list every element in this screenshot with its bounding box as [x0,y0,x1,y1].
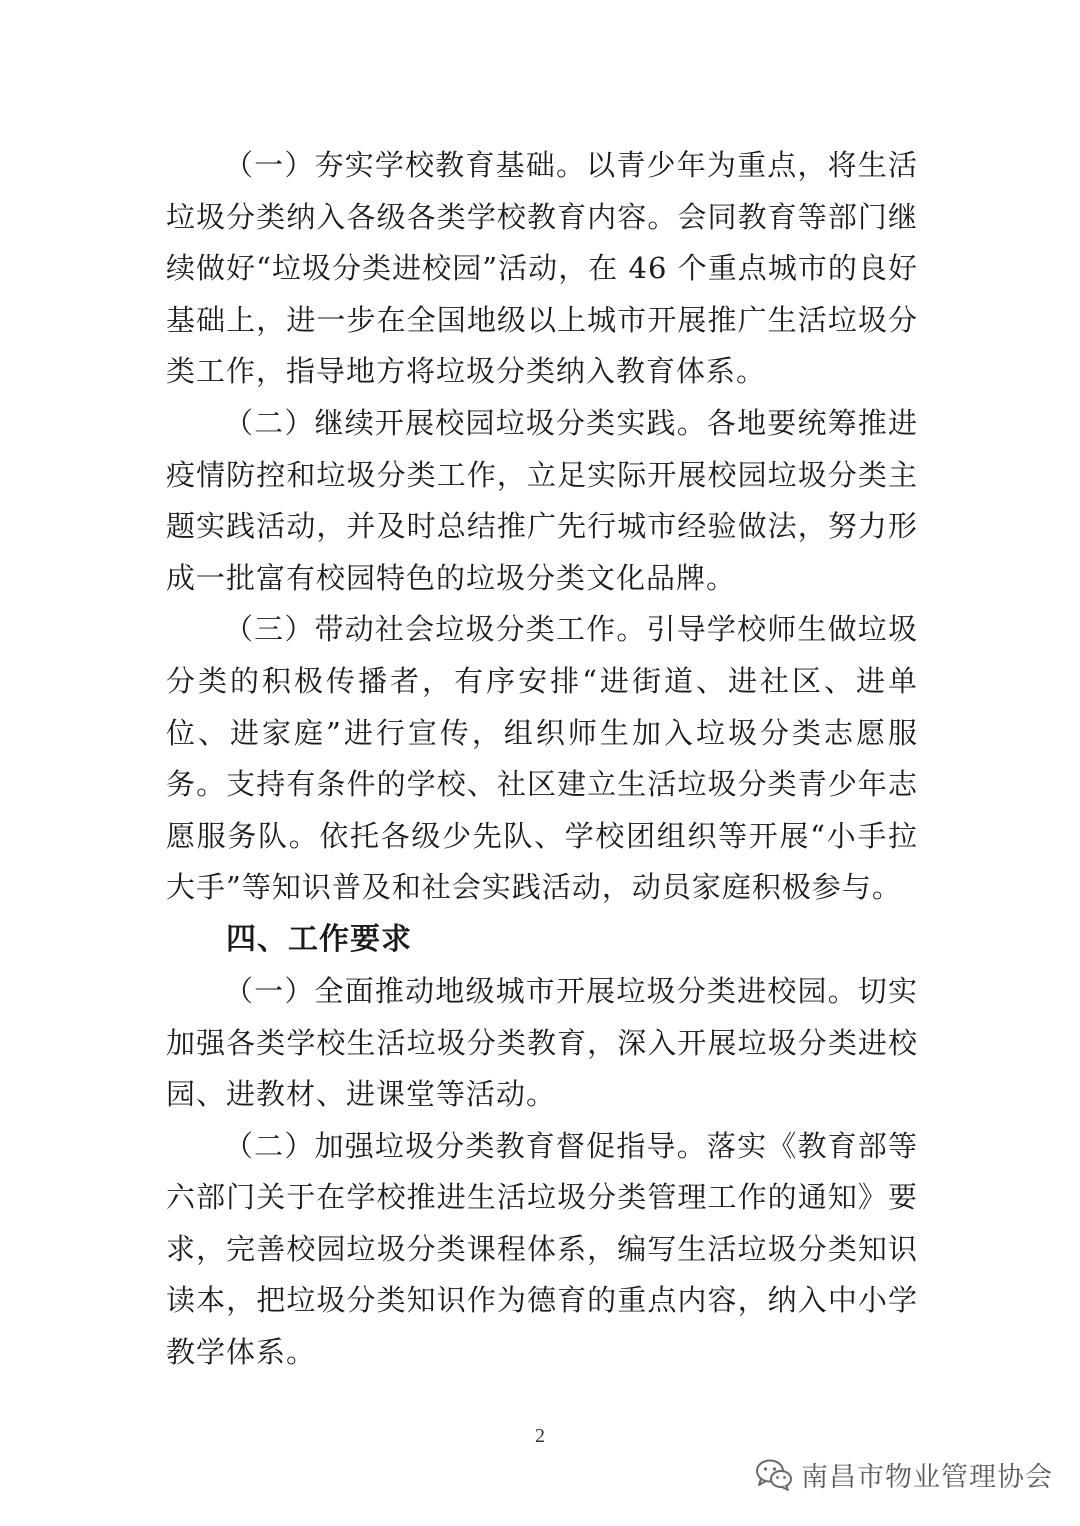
page-number: 2 [535,1425,545,1447]
requirement-1: （一）全面推动地级城市开展垃圾分类进校园。切实加强各类学校生活垃圾分类教育，深入开展垃圾分类进校园、进教材、进课堂等活动。 [166,973,918,1112]
document-body [166,140,918,1379]
paragraph-3: （三）带动社会垃圾分类工作。引导学校师生做垃圾分类的积极传播者，有序安排“进街道、进社区、进单位、进家庭”进行宣传，组织师生加入垃圾分类志愿服务。支持有条件的学校、社区建立生活垃圾分类青少年志愿服务队。依托各级少先队、学校团组织等开展“小手拉大手”等知识普及和社会实践活动，动员家庭积极参与。 [166,612,918,905]
section-heading: 四、工作要求 [226,921,412,957]
requirement-2: （二）加强垃圾分类教育督促指导。落实《教育部等六部门关于在学校推进生活垃圾分类管理工作的通知》要求，完善校园垃圾分类课程体系，编写生活垃圾分类知识读本，把垃圾分类知识作为德育的重点内容，纳入中小学教学体系。 [166,1128,918,1370]
watermark-text: 南昌市物业管理协会 [801,1462,1053,1493]
paragraph-1: （一）夯实学校教育基础。以青少年为重点，将生活垃圾分类纳入各级各类学校教育内容。会同教育等部门继续做好“垃圾分类进校园”活动，在 46 个重点城市的良好基础上，进一步在全国地级以上城市开展推广生活垃圾分类工作，指导地方将垃圾分类纳入教育体系。 [166,148,918,389]
watermark [755,1455,1053,1494]
paragraph-2: （二）继续开展校园垃圾分类实践。各地要统筹推进疫情防控和垃圾分类工作，立足实际开展校园垃圾分类主题实践活动，并及时总结推广先行城市经验做法，努力形成一批富有校园特色的垃圾分类文化品牌。 [166,405,918,595]
wechat-icon [755,1458,793,1492]
